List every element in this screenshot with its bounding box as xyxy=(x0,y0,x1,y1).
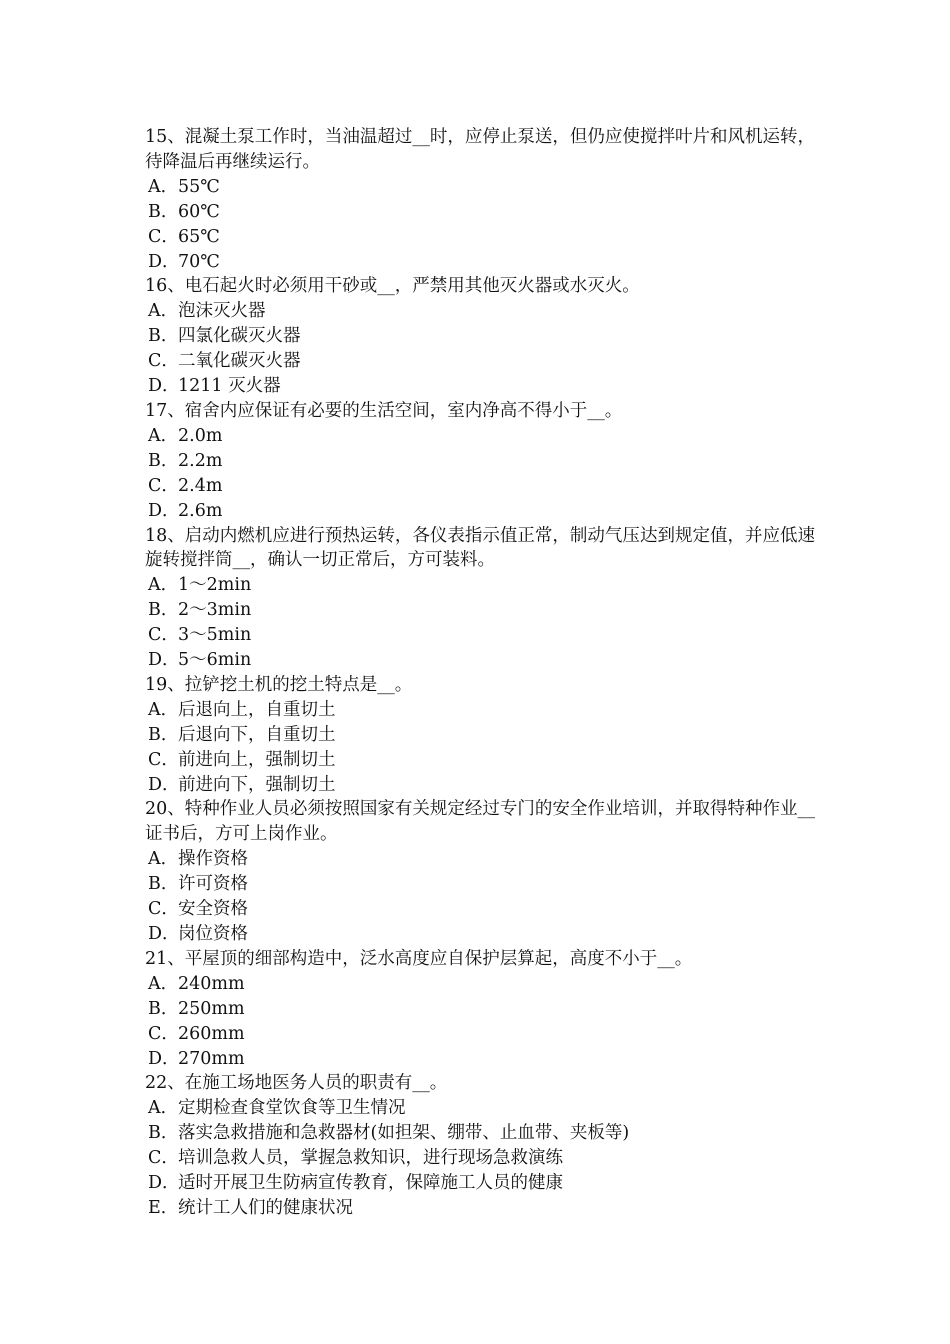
option-letter: B． xyxy=(148,326,179,347)
option-text: 四氯化碳灭火器 xyxy=(178,326,301,347)
option-letter: D． xyxy=(148,500,180,521)
option-letter: D． xyxy=(148,1048,180,1069)
option-text: 250mm xyxy=(178,998,245,1019)
option-letter: C． xyxy=(148,899,179,920)
option-text: 泡沫灭火器 xyxy=(178,301,266,322)
option-text: 70℃ xyxy=(178,251,220,272)
option-letter: A． xyxy=(148,301,179,322)
option-letter: E． xyxy=(148,1197,179,1218)
option-item xyxy=(145,847,815,872)
option-item xyxy=(145,250,815,275)
option-item xyxy=(145,1096,815,1121)
question-text: 17、宿舍内应保证有必要的生活空间，室内净高不得小于__。 xyxy=(145,400,623,421)
option-item xyxy=(145,1022,815,1047)
option-letter: A． xyxy=(148,973,179,994)
option-text: 前进向上，强制切土 xyxy=(178,749,336,770)
question-block xyxy=(145,399,815,524)
question-block xyxy=(145,524,815,673)
option-item xyxy=(145,474,815,499)
option-text: 1211 灭火器 xyxy=(178,376,281,397)
option-text: 270mm xyxy=(178,1048,245,1069)
option-letter: A． xyxy=(148,176,179,197)
question-list xyxy=(145,125,815,1221)
question-block xyxy=(145,1071,815,1220)
option-text: 安全资格 xyxy=(178,899,248,920)
option-letter: C． xyxy=(148,1148,179,1169)
option-text: 统计工人们的健康状况 xyxy=(178,1197,353,1218)
option-item xyxy=(145,175,815,200)
question-text: 15、混凝土泵工作时，当油温超过__时，应停止泵送，但仍应使搅拌叶片和风机运转，待降温后再继续运行。 xyxy=(145,127,815,172)
option-item xyxy=(145,648,815,673)
option-text: 定期检查食堂饮食等卫生情况 xyxy=(178,1098,406,1119)
option-item xyxy=(145,598,815,623)
option-text: 2.0m xyxy=(178,425,223,446)
option-item xyxy=(145,1146,815,1171)
option-item xyxy=(145,997,815,1022)
option-text: 240mm xyxy=(178,973,245,994)
option-item xyxy=(145,424,815,449)
option-letter: D． xyxy=(148,376,180,397)
option-text: 二氧化碳灭火器 xyxy=(178,351,301,372)
option-text: 3～5min xyxy=(178,625,252,646)
option-item xyxy=(145,897,815,922)
option-item xyxy=(145,200,815,225)
option-item xyxy=(145,374,815,399)
option-text: 2.4m xyxy=(178,475,223,496)
option-item xyxy=(145,449,815,474)
option-letter: C． xyxy=(148,351,179,372)
option-letter: C． xyxy=(148,1023,179,1044)
option-text: 65℃ xyxy=(178,226,220,247)
question-text: 16、电石起火时必须用干砂或__，严禁用其他灭火器或水灭火。 xyxy=(145,276,640,297)
option-text: 1～2min xyxy=(178,575,252,596)
option-item xyxy=(145,1121,815,1146)
question-block xyxy=(145,797,815,946)
option-text: 2.6m xyxy=(178,500,223,521)
option-letter: D． xyxy=(148,650,180,671)
option-letter: D． xyxy=(148,924,180,944)
option-text: 岗位资格 xyxy=(178,924,248,944)
option-text: 55℃ xyxy=(178,176,220,197)
question-block xyxy=(145,673,815,798)
question-block xyxy=(145,125,815,274)
question-block xyxy=(145,274,815,399)
option-text: 后退向上，自重切土 xyxy=(178,699,336,720)
option-item xyxy=(145,1196,815,1221)
option-text: 前进向下，强制切土 xyxy=(178,774,336,795)
option-letter: A． xyxy=(148,1098,179,1119)
option-letter: B． xyxy=(148,201,179,222)
option-item xyxy=(145,299,815,324)
option-letter: A． xyxy=(148,699,179,720)
option-item xyxy=(145,773,815,798)
option-text: 许可资格 xyxy=(178,874,248,895)
option-letter: C． xyxy=(148,749,179,770)
option-text: 操作资格 xyxy=(178,849,248,870)
option-letter: C． xyxy=(148,226,179,247)
option-text: 后退向下，自重切土 xyxy=(178,724,336,745)
option-letter: B． xyxy=(148,1123,179,1144)
option-item xyxy=(145,349,815,374)
option-letter: D． xyxy=(148,1173,180,1194)
option-text: 2～3min xyxy=(178,600,252,621)
question-block xyxy=(145,947,815,1072)
option-item xyxy=(145,623,815,648)
option-text: 落实急救措施和急救器材(如担架、绷带、止血带、夹板等) xyxy=(178,1123,630,1144)
option-text: 培训急救人员，掌握急救知识，进行现场急救演练 xyxy=(178,1148,563,1169)
option-item xyxy=(145,872,815,897)
option-item xyxy=(145,1047,815,1072)
option-letter: A． xyxy=(148,575,179,596)
option-letter: B． xyxy=(148,450,179,471)
option-letter: B． xyxy=(148,998,179,1019)
question-text: 20、特种作业人员必须按照国家有关规定经过专门的安全作业培训，并取得特种作业__证书后，方可上岗作业。 xyxy=(145,799,815,845)
question-text: 18、启动内燃机应进行预热运转，各仪表指示值正常，制动气压达到规定值，并应低速旋转搅拌筒__，确认一切正常后，方可装料。 xyxy=(145,525,815,571)
option-item xyxy=(145,1171,815,1196)
option-item xyxy=(145,573,815,598)
option-letter: B． xyxy=(148,600,179,621)
option-text: 60℃ xyxy=(178,201,220,222)
option-text: 5～6min xyxy=(178,650,252,671)
option-letter: A． xyxy=(148,425,179,446)
option-item xyxy=(145,723,815,748)
option-item xyxy=(145,748,815,773)
question-text: 19、拉铲挖土机的挖土特点是__。 xyxy=(145,674,413,695)
option-letter: A． xyxy=(148,849,179,870)
option-letter: D． xyxy=(148,251,180,272)
option-letter: C． xyxy=(148,625,179,646)
option-item xyxy=(145,324,815,349)
option-letter: B． xyxy=(148,724,179,745)
option-letter: D． xyxy=(148,774,180,795)
option-text: 260mm xyxy=(178,1023,245,1044)
question-text: 21、平屋顶的细部构造中，泛水高度应自保护层算起，高度不小于__。 xyxy=(145,948,693,969)
option-item xyxy=(145,922,815,947)
option-item xyxy=(145,972,815,997)
option-text: 2.2m xyxy=(178,450,223,471)
option-text: 适时开展卫生防病宣传教育，保障施工人员的健康 xyxy=(178,1173,563,1194)
option-item xyxy=(145,698,815,723)
question-text: 22、在施工场地医务人员的职责有__。 xyxy=(145,1073,448,1094)
option-item xyxy=(145,499,815,524)
option-letter: B． xyxy=(148,874,179,895)
option-item xyxy=(145,225,815,250)
option-letter: C． xyxy=(148,475,179,496)
